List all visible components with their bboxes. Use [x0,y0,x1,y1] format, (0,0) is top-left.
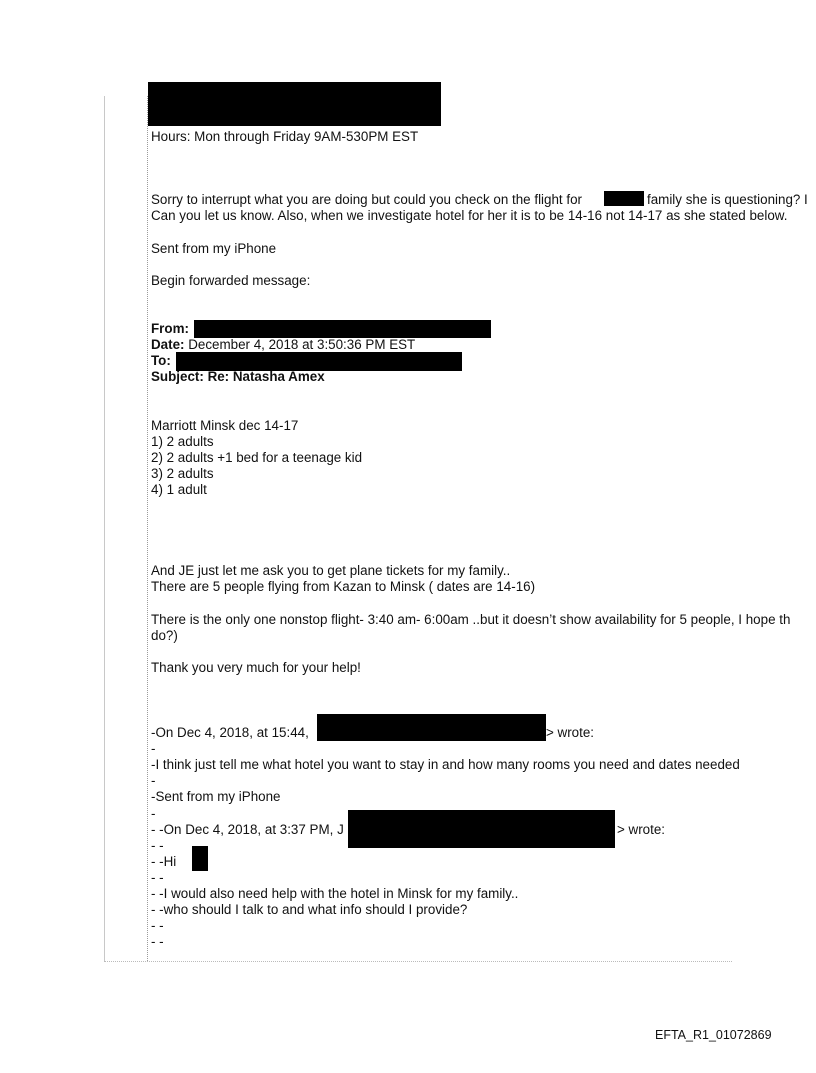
redaction-block [317,714,546,741]
flight-line-4: do?) [151,628,178,643]
redaction-block [604,191,644,206]
redaction-block [192,846,208,871]
quoted-sent-from: -Sent from my iPhone [151,789,281,804]
room-item: 2) 2 adults +1 bed for a teenage kid [151,450,363,465]
subject-line [151,369,325,385]
quoted-on-line-b: > wrote: [546,725,595,740]
quoted-think-line: -I think just tell me what hotel you want to stay in and how many rooms you need and dates needed [151,757,740,772]
quoted-on2-line-b: > wrote: [617,822,666,837]
redaction-block [194,320,491,338]
quoted-dash: - - [151,838,164,853]
subject-label: Subject: [151,369,204,384]
to-label: To: [151,353,171,368]
quoted-who-line: - -who should I talk to and what info should I provide? [151,902,468,917]
from-label: From: [151,321,189,336]
room-item: 3) 2 adults [151,466,214,481]
quoted-dash: - [151,806,156,821]
flight-line-1: And JE just let me ask you to get plane tickets for my family.. [151,563,511,578]
document-id: EFTA_R1_01072869 [655,1028,772,1042]
hours-line: Hours: Mon through Friday 9AM-530PM EST [151,129,419,144]
begin-forwarded-line: Begin forwarded message: [151,273,311,288]
frame-left-border [104,96,105,961]
flight-line-2: There are 5 people flying from Kazan to Minsk ( dates are 14-16) [151,579,536,594]
sent-from-line: Sent from my iPhone [151,241,277,256]
quoted-dash: - [151,741,156,756]
redaction-block [148,82,441,126]
date-line [151,337,415,353]
redaction-block [348,810,615,848]
room-item: 4) 1 adult [151,482,207,497]
quoted-dash: - [151,773,156,788]
subject-value: Re: Natasha Amex [207,369,325,384]
thanks-line: Thank you very much for your help! [151,660,361,675]
frame-bottom-border [104,961,732,962]
hotel-title: Marriott Minsk dec 14-17 [151,418,299,433]
message-line-1a: Sorry to interrupt what you are doing but could you check on the flight for [151,192,582,207]
quote-bar [147,96,148,961]
room-item: 1) 2 adults [151,434,214,449]
quoted-dash: - - [151,918,164,933]
quoted-dash: - - [151,870,164,885]
date-value: December 4, 2018 at 3:50:36 PM EST [188,337,416,352]
quoted-on2-line-a: - -On Dec 4, 2018, at 3:37 PM, J [151,822,344,837]
date-label: Date: [151,337,185,352]
quoted-hi-line: - -Hi [151,854,177,869]
flight-line-3: There is the only one nonstop flight- 3:40 am- 6:00am ..but it doesn’t show availability for 5 people, I hope th [151,612,791,627]
quoted-help-line: - -I would also need help with the hotel in Minsk for my family.. [151,886,519,901]
message-line-1b: family she is questioning? I [647,192,808,207]
message-line-2: Can you let us know. Also, when we investigate hotel for her it is to be 14-16 not 14-17 as she stated below. [151,208,788,223]
quoted-on-line-a: -On Dec 4, 2018, at 15:44, [151,725,309,740]
quoted-dash: - - [151,934,164,949]
